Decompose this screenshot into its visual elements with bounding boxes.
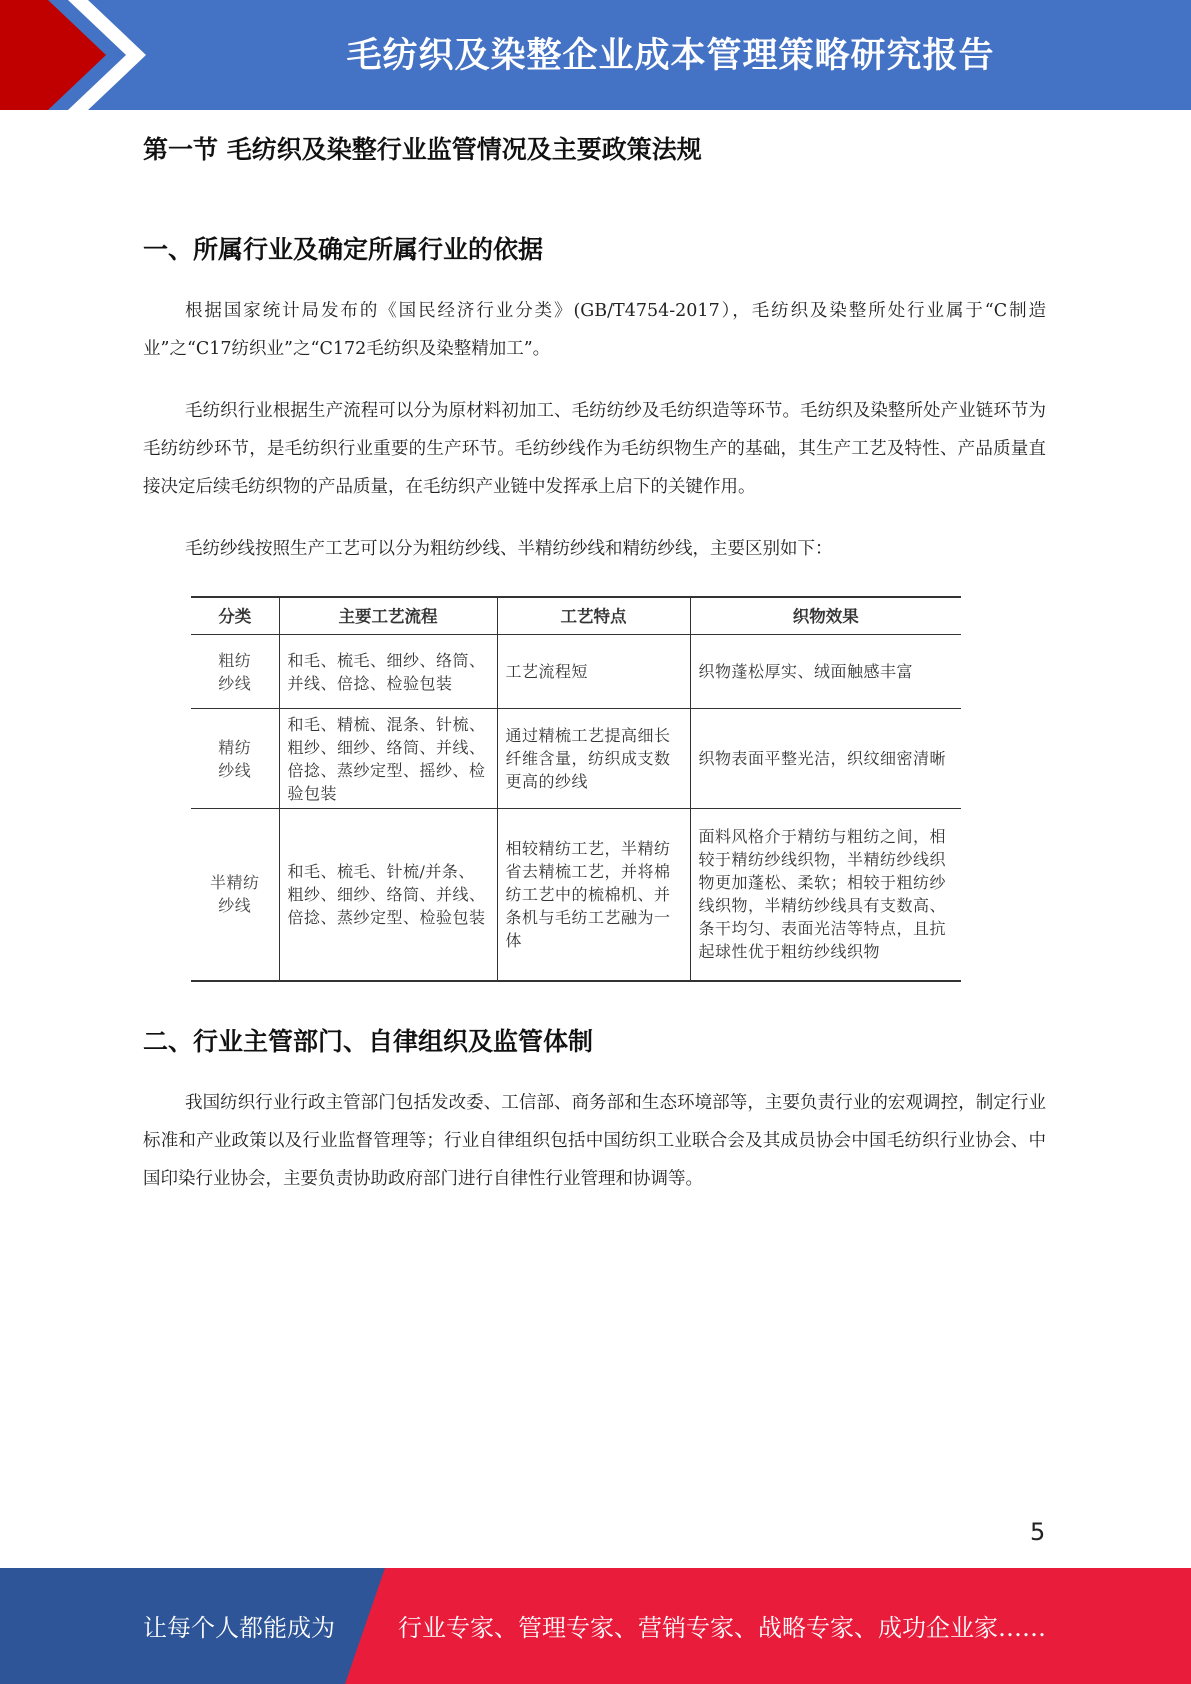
part1-paragraph-2: 毛纺织行业根据生产流程可以分为原材料初加工、毛纺纺纱及毛纺织造等环节。毛纺织及染整所处产业链环节为毛纺纺纱环节，是毛纺织行业重要的生产环节。毛纺纱线作为毛纺织物生产的基础，其生产工艺及特性、产品质量直接决定后续毛纺织物的产品质量，在毛纺织产业链中发挥承上启下的关键作用。	[143, 401, 1046, 497]
page-content	[143, 130, 1046, 1198]
row-process: 和毛、精梳、混条、针梳、粗纱、细纱、络筒、并线、倍捻、蒸纱定型、摇纱、检验包装	[279, 709, 497, 809]
table-header-row	[191, 597, 961, 635]
header-feature: 工艺特点	[497, 597, 690, 635]
row-category: 精纺 纱线	[191, 709, 279, 809]
footer-slogan-right: 行业专家、管理专家、营销专家、战略专家、成功企业家……	[398, 1614, 1046, 1642]
section-title: 第一节 毛纺织及染整行业监管情况及主要政策法规	[143, 135, 702, 164]
footer-slogan-left: 让每个人都能成为	[143, 1614, 335, 1642]
part2-heading: 二、行业主管部门、自律组织及监管体制	[143, 1026, 594, 1056]
row-effect: 织物表面平整光洁，织纹细密清晰	[690, 709, 961, 809]
table-row	[191, 635, 961, 709]
row-category: 半精纺 纱线	[191, 809, 279, 981]
part1-paragraph-3: 毛纺纱线按照生产工艺可以分为粗纺纱线、半精纺纱线和精纺纱线，主要区别如下：	[185, 539, 833, 559]
table-row	[191, 709, 961, 809]
row-process: 和毛、梳毛、细纱、络筒、并线、倍捻、检验包装	[279, 635, 497, 709]
part1-heading: 一、所属行业及确定所属行业的依据	[143, 235, 544, 264]
part1-paragraph-1: 根据国家统计局发布的《国民经济行业分类》(GB/T4754-2017），毛纺织及染整所处行业属于“C制造业”之“C17纺织业”之“C172毛纺织及染整精加工”。	[143, 301, 1046, 359]
row-feature: 相较精纺工艺，半精纺省去精梳工艺，并将棉纺工艺中的梳棉机、并条机与毛纺工艺融为一体	[497, 809, 690, 981]
row-feature: 工艺流程短	[497, 635, 690, 709]
row-effect: 面料风格介于精纺与粗纺之间，相较于精纺纱线织物，半精纺纱线织物更加蓬松、柔软；相较于粗纺纱线织物，半精纺纱线具有支数高、条干均匀、表面光洁等特点，且抗起球性优于粗纺纱线织物	[690, 809, 961, 981]
row-effect: 织物蓬松厚实、绒面触感丰富	[690, 635, 961, 709]
header-process: 主要工艺流程	[279, 597, 497, 635]
header-category: 分类	[191, 597, 279, 635]
footer-banner	[0, 1568, 1191, 1684]
header-banner	[0, 0, 1191, 110]
header-effect: 织物效果	[690, 597, 961, 635]
row-feature: 通过精梳工艺提高细长纤维含量，纺织成支数更高的纱线	[497, 709, 690, 809]
table-row	[191, 809, 961, 981]
row-category: 粗纺 纱线	[191, 635, 279, 709]
yarn-comparison-table	[191, 596, 961, 982]
page-number: 5	[1030, 1518, 1046, 1546]
part2-paragraph-1: 我国纺织行业行政主管部门包括发改委、工信部、商务部和生态环境部等，主要负责行业的宏观调控，制定行业标准和产业政策以及行业监督管理等；行业自律组织包括中国纺织工业联合会及其成员协会中国毛纺织行业协会、中国印染行业协会，主要负责协助政府部门进行自律性行业管理和协调等。	[143, 1092, 1046, 1189]
report-title: 毛纺织及染整企业成本管理策略研究报告	[346, 36, 995, 76]
row-process: 和毛、梳毛、针梳/并条、粗纱、细纱、络筒、并线、倍捻、蒸纱定型、检验包装	[279, 809, 497, 981]
